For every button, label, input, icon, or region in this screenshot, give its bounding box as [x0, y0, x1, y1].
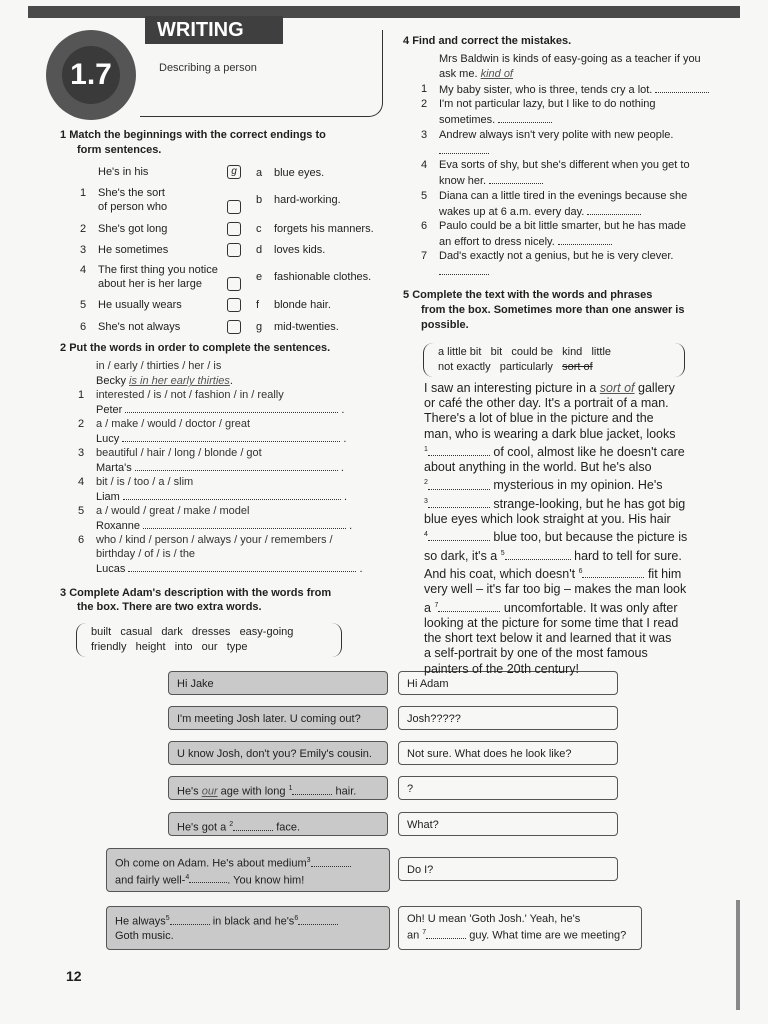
exercise-number: 2 [60, 342, 67, 354]
message-line: Oh! U mean 'Goth Josh.' Yeah, he's [407, 913, 581, 925]
item-number: 2 [80, 223, 87, 235]
ending-text: loves kids. [274, 244, 326, 256]
item-number: 6 [421, 220, 428, 232]
name: Becky [96, 375, 126, 387]
example-sentence [96, 374, 233, 388]
item-number: 3 [78, 447, 85, 459]
example-answer: is in her early thirties [129, 375, 230, 387]
item-sentence-2 [439, 143, 489, 158]
gap-number: 4 [424, 531, 428, 539]
message-from-adam [398, 857, 618, 881]
sentence-text: I'm not particular lazy, but I like to do nothing [439, 98, 656, 110]
beginning-text: She's got long [98, 223, 168, 235]
text-line [424, 582, 724, 597]
text: strange-looking, but he has got big [489, 496, 686, 511]
item-sentence-2 [439, 173, 543, 188]
exercise-number: 3 [60, 587, 67, 599]
item-sentence [439, 249, 673, 263]
message-line [115, 912, 389, 929]
text: painters of the 20th century! [424, 661, 579, 676]
correction-blank[interactable] [439, 264, 489, 275]
text: gallery [634, 381, 675, 395]
text-line [424, 546, 724, 564]
name: Liam [96, 491, 120, 503]
text: very well – it's far too big – makes the man look [424, 582, 687, 597]
text-line [424, 460, 724, 475]
item-number: 6 [80, 321, 87, 333]
ending-letter: c [256, 223, 262, 235]
message-line [407, 926, 641, 943]
reading-text [424, 381, 724, 677]
message-text: Josh????? [407, 713, 461, 725]
name: Lucas [96, 563, 126, 575]
word-list: a / make / would / doctor / great [96, 418, 251, 430]
answer-box[interactable]: g [227, 165, 241, 179]
gap-number: 2 [229, 821, 234, 828]
answer-blank[interactable] [311, 856, 351, 867]
answer-blank[interactable] [170, 914, 210, 925]
exercise-title [60, 341, 330, 355]
answer-blank[interactable] [292, 784, 332, 795]
beginning-text-2: of person who [98, 201, 168, 213]
ending-text: blue eyes. [274, 167, 325, 179]
text: or café the other day. It's a portrait of a man. [424, 396, 669, 411]
item-number: 7 [421, 250, 428, 262]
item-sentence-2 [439, 264, 489, 279]
answer-blank[interactable] [582, 567, 644, 578]
word-box-text: not exactly particularly [438, 361, 563, 373]
word-box-line [438, 360, 670, 375]
text: blue too, but because the picture is [489, 530, 688, 545]
beginning-text: He usually wears [98, 299, 182, 311]
text-line [424, 616, 724, 631]
answer-line: Peter . [96, 404, 345, 416]
message-text: U know Josh, don't you? Emily's cousin. [177, 748, 372, 760]
message-from-adam [398, 906, 642, 950]
ending-text: mid-twenties. [274, 321, 339, 333]
correction-blank[interactable] [558, 234, 612, 245]
text: uncomfortable. It was only after [500, 600, 678, 615]
text: the short text below it and learned that it was [424, 631, 672, 646]
name: Marta's [96, 462, 132, 474]
correction-blank[interactable] [655, 82, 709, 93]
message-text: Oh come on Adam. He's about medium [115, 857, 307, 870]
sentence-text: Paulo could be a bit little smarter, but he has made [439, 220, 687, 232]
beginning-text-2: about her is her large [98, 278, 202, 290]
text-line [424, 512, 724, 527]
item-number: 4 [78, 476, 85, 488]
ending-letter: a [256, 167, 263, 179]
item-sentence [439, 219, 686, 233]
item-number: 4 [421, 159, 428, 171]
text: looking at the picture for some time that I read [424, 615, 679, 630]
gap-number: 3 [424, 497, 428, 505]
gap-number: 5 [165, 915, 170, 922]
example-words: in / early / thirties / her / is [96, 360, 222, 372]
page-number: 12 [66, 968, 82, 984]
sentence-text: sometimes. [439, 114, 496, 126]
message-from-jake [168, 706, 388, 730]
example-sentence: Mrs Baldwin is kinds of easy-going as a teacher if you [439, 53, 701, 65]
text: man, who is wearing a dark blue jacket, looks [424, 426, 676, 441]
answer-box[interactable] [227, 298, 241, 312]
word-box [76, 623, 342, 657]
text-line [424, 396, 724, 411]
word-box-line: a little bit bit could be kind little [438, 346, 612, 358]
correction-blank[interactable] [587, 204, 641, 215]
example-sentence-2 [439, 67, 513, 81]
answer-blank[interactable] [298, 914, 338, 925]
exercise-number: 5 [403, 289, 410, 301]
exercise-title [60, 586, 331, 600]
example-answer: our [201, 785, 218, 798]
ending-text: hard-working. [274, 194, 341, 206]
ending-letter: g [256, 321, 263, 333]
word-list: interested / is / not / fashion / in / really [96, 389, 284, 401]
answer-line: Marta's . [96, 462, 344, 474]
answer-blank[interactable] [189, 872, 227, 883]
gap-number: 6 [294, 915, 299, 922]
correction-blank[interactable] [489, 173, 543, 184]
text: a self-portrait by one of the most famous [424, 646, 648, 661]
message-text: What? [407, 819, 439, 831]
item-sentence [439, 128, 673, 142]
item-sentence-2 [439, 204, 641, 219]
sentence-text: wakes up at 6 a.m. every day. [439, 206, 585, 218]
sentence-text: My baby sister, who is three, tends cry a lot. [439, 84, 653, 96]
name: Lucy [96, 433, 120, 445]
sentence-text: an effort to dress nicely. [439, 236, 555, 248]
exercise-number: 1 [60, 129, 67, 141]
text-line [424, 646, 724, 661]
message-from-jake [168, 812, 388, 836]
title-text: Complete the text with the words and phrases [412, 289, 653, 301]
message-line [115, 871, 389, 888]
item-number: 2 [421, 98, 428, 110]
word-box [423, 343, 685, 377]
lesson-number: 1.7 [62, 46, 120, 104]
gap-number: 7 [422, 929, 427, 936]
answer-blank[interactable] [428, 479, 490, 490]
message-text: . You know him! [227, 874, 305, 887]
item-number: 3 [80, 244, 87, 256]
item-sentence [439, 189, 687, 203]
beginning-text: He sometimes [98, 244, 169, 256]
answer-blank[interactable] [505, 549, 571, 560]
text: so dark, it's a [424, 548, 501, 563]
message-from-adam [398, 776, 618, 800]
exercise-title [403, 34, 571, 48]
message-text: Not sure. What does he look like? [407, 748, 572, 760]
message-text: Hi Jake [177, 678, 214, 690]
item-number: 3 [421, 129, 428, 141]
text: I saw an interesting picture in a [424, 381, 600, 395]
text: And his coat, which doesn't [424, 567, 579, 582]
text: mysterious in my opinion. He's [489, 478, 663, 493]
example-answer: kind of [480, 68, 513, 80]
gap-number: 5 [500, 549, 505, 557]
text: There's a lot of blue in the picture and the [424, 411, 654, 426]
answer-box[interactable] [227, 277, 241, 291]
message-from-jake [168, 741, 388, 765]
beginning-text: She's the sort [98, 187, 165, 199]
ending-letter: b [256, 194, 263, 206]
message-text: guy. What time are we meeting? [466, 929, 627, 942]
title-text: Match the beginnings with the correct endings to [69, 129, 326, 141]
item-number: 1 [80, 187, 87, 199]
exercise-title-2: the box. There are two extra words. [77, 601, 262, 613]
message-text: an [407, 929, 423, 942]
answer-box[interactable] [227, 320, 241, 334]
ending-text: forgets his manners. [274, 223, 374, 235]
word-list: who / kind / person / always / your / remembers / [96, 534, 333, 546]
text-line [424, 442, 724, 460]
sentence-blank[interactable] [123, 489, 341, 500]
text: about anything in the world. But he's also [424, 460, 652, 475]
name: Roxanne [96, 520, 141, 532]
message-from-jake [168, 776, 388, 800]
answer-box[interactable] [227, 222, 241, 236]
message-from-adam [398, 812, 618, 836]
ending-text: fashionable clothes. [274, 271, 372, 283]
message-line: Goth music. [115, 929, 174, 942]
text: of cool, almost like he doesn't care [489, 444, 685, 459]
sentence-text: Eva sorts of shy, but she's different when you get to [439, 159, 690, 171]
message-text: age with long [217, 785, 289, 798]
ending-letter: e [256, 271, 263, 283]
text-line [424, 411, 724, 426]
answer-line: Roxanne . [96, 520, 353, 532]
text: fit him [644, 567, 682, 582]
ending-letter: d [256, 244, 263, 256]
text: hard to tell for sure. [570, 548, 682, 563]
title-text: Complete Adam's description with the words from [69, 587, 332, 599]
answer-blank[interactable] [233, 820, 273, 831]
message-text: face. [273, 821, 301, 834]
text-line [424, 564, 724, 582]
sentence-text: Diana can a little tired in the evenings because she [439, 190, 688, 202]
message-text: He's got a [177, 821, 230, 834]
gap-number: 1 [288, 785, 293, 792]
item-number: 5 [78, 505, 85, 517]
answer-box[interactable] [227, 200, 241, 214]
word-list: a / would / great / make / model [96, 505, 250, 517]
message-from-jake [106, 848, 390, 892]
answer-blank[interactable] [426, 928, 466, 939]
item-number: 4 [80, 264, 87, 276]
top-bar [28, 6, 740, 18]
ending-letter: f [256, 299, 260, 311]
item-sentence-2 [439, 234, 612, 249]
full-stop: . [229, 375, 233, 387]
page-edge-shadow [736, 900, 740, 1010]
exercise-title-2: form sentences. [77, 144, 162, 156]
sentence-blank[interactable] [128, 561, 356, 572]
exercise-title [60, 128, 326, 142]
text-line [424, 494, 724, 512]
message-line [115, 854, 389, 871]
title-text: Put the words in order to complete the sentences. [69, 342, 331, 354]
message-from-jake [106, 906, 390, 950]
text-line [424, 527, 724, 545]
correction-blank[interactable] [439, 143, 489, 154]
answer-box[interactable] [227, 243, 241, 257]
example-answer: sort of [599, 381, 635, 395]
message-text: hair. [332, 785, 357, 798]
text-line [424, 381, 724, 396]
word-list: bit / is / too / a / slim [96, 476, 194, 488]
gap-number: 2 [424, 479, 428, 487]
item-sentence [439, 97, 656, 111]
message-from-jake [168, 671, 388, 695]
item-sentence-2 [439, 112, 552, 127]
message-text: Hi Adam [407, 678, 449, 690]
answer-blank[interactable] [428, 530, 490, 541]
item-number: 1 [78, 389, 85, 401]
gap-number: 4 [185, 873, 190, 881]
item-sentence [439, 158, 690, 172]
word-list: beautiful / hair / long / blonde / got [96, 447, 262, 459]
message-text: in black and he's [209, 915, 295, 928]
answer-blank[interactable] [428, 445, 490, 456]
message-text: and fairly well- [115, 874, 186, 887]
beginning-text: He's in his [98, 166, 149, 178]
lesson-subtitle: Describing a person [159, 62, 257, 74]
answer-line: Lucy . [96, 433, 347, 445]
gap-number: 7 [434, 601, 439, 609]
text-line [424, 475, 724, 493]
sentence-blank[interactable] [125, 402, 338, 413]
item-number: 6 [78, 534, 85, 546]
sentence-blank[interactable] [143, 518, 346, 529]
correction-blank[interactable] [498, 112, 552, 123]
exercise-title [403, 288, 652, 302]
item-number: 2 [78, 418, 85, 430]
text-line [424, 598, 724, 616]
item-number: 1 [421, 83, 428, 95]
text-line [424, 631, 724, 646]
title-text: Find and correct the mistakes. [412, 35, 572, 47]
exercise-title-2: from the box. Sometimes more than one answer is [421, 304, 685, 316]
sentence-text: Dad's exactly not a genius, but he is very clever. [439, 250, 674, 262]
message-text: Do I? [407, 864, 434, 876]
item-number: 5 [421, 190, 428, 202]
gap-number: 1 [424, 445, 428, 453]
struck-word: sort of [562, 361, 593, 373]
message-text: He always [115, 915, 166, 928]
word-list-2: birthday / of / is / the [96, 548, 196, 560]
text: blue eyes which look straight at you. His hair [424, 512, 671, 527]
answer-line: Lucas . [96, 563, 363, 575]
message-text: He's [177, 785, 202, 798]
sentence-blank[interactable] [122, 431, 340, 442]
item-sentence [439, 82, 709, 97]
beginning-text: She's not always [98, 321, 181, 333]
exercise-title-3: possible. [421, 319, 469, 331]
text-line [424, 427, 724, 442]
answer-line: Liam . [96, 491, 348, 503]
text: a [424, 600, 435, 615]
message-text: I'm meeting Josh later. U coming out? [177, 713, 361, 725]
answer-blank[interactable] [438, 601, 500, 612]
answer-blank[interactable] [428, 497, 490, 508]
item-number: 5 [80, 299, 87, 311]
section-title: WRITING [145, 16, 283, 44]
sentence-text: Andrew always isn't very polite with new people. [439, 129, 674, 141]
gap-number: 3 [306, 857, 311, 864]
message-text: ? [407, 783, 414, 795]
sentence-text: know her. [439, 175, 487, 187]
ending-text: blonde hair. [274, 299, 331, 311]
gap-number: 6 [578, 568, 583, 576]
message-from-adam [398, 706, 618, 730]
beginning-text: The first thing you notice [98, 264, 218, 276]
sentence-blank[interactable] [135, 460, 338, 471]
name: Peter [96, 404, 123, 416]
word-box-line: friendly height into our type [91, 641, 248, 653]
exercise-number: 4 [403, 35, 410, 47]
text: ask me. [439, 68, 478, 80]
message-from-adam [398, 741, 618, 765]
word-box-line: built casual dark dresses easy-going [91, 626, 294, 638]
text-line [424, 662, 724, 677]
